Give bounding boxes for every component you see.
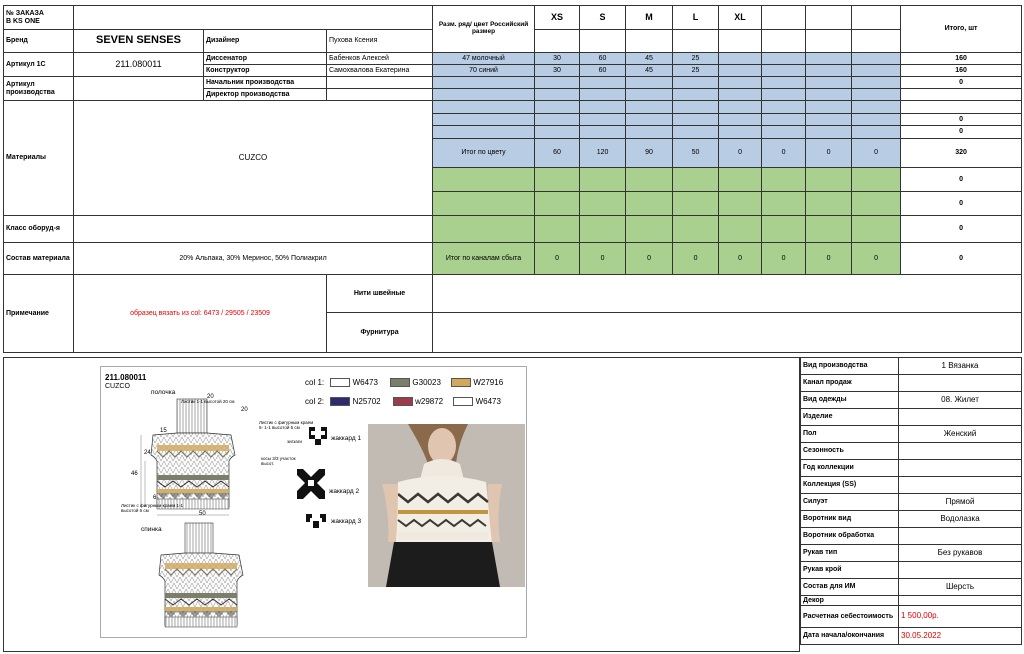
property-value[interactable]: Водолазка bbox=[899, 511, 1022, 528]
color-total-cell: 0 bbox=[719, 139, 762, 168]
jacquard3-icon bbox=[305, 513, 327, 529]
qty-cell[interactable]: 25 bbox=[673, 65, 719, 77]
note-label: Примечание bbox=[4, 275, 74, 353]
row-total: 0 bbox=[901, 114, 1022, 126]
property-row bbox=[801, 392, 1022, 409]
property-value[interactable]: 1 Вязанка bbox=[899, 358, 1022, 375]
swatch-icon bbox=[330, 378, 350, 387]
color-total-cell: 90 bbox=[626, 139, 673, 168]
property-row bbox=[801, 409, 1022, 426]
jacquard1-icon bbox=[307, 425, 329, 447]
property-label: Силуэт bbox=[801, 494, 899, 511]
row-total: 160 bbox=[901, 53, 1022, 65]
property-row bbox=[801, 375, 1022, 392]
property-value[interactable] bbox=[899, 562, 1022, 579]
qty-cell[interactable] bbox=[762, 65, 806, 77]
materials-label: Материалы bbox=[4, 101, 74, 216]
model-photo-icon bbox=[368, 424, 525, 587]
color-name-0: 47 молочный bbox=[433, 53, 535, 65]
threads-label: Нити швейные bbox=[327, 275, 433, 313]
staff-role-2: Конструктор bbox=[204, 65, 327, 77]
property-label: Сезонность bbox=[801, 443, 899, 460]
prod-article-value[interactable] bbox=[74, 77, 204, 101]
brand-label: Бренд bbox=[4, 30, 74, 53]
property-label: Воротник обработка bbox=[801, 528, 899, 545]
note-zigzag: зигзаги bbox=[287, 439, 302, 444]
jacquard1-label: жаккард 1 bbox=[331, 435, 362, 442]
row-total: 0 bbox=[901, 216, 1022, 243]
qty-cell[interactable] bbox=[852, 53, 901, 65]
color-total-sum: 320 bbox=[901, 139, 1022, 168]
dim-neck: 20 bbox=[241, 407, 248, 413]
row-total: 0 bbox=[901, 168, 1022, 192]
size-col-3: L bbox=[673, 6, 719, 30]
qty-cell[interactable] bbox=[719, 65, 762, 77]
sketch-code: 211.080011 bbox=[105, 373, 147, 382]
qty-cell[interactable]: 45 bbox=[626, 65, 673, 77]
size-col-1: S bbox=[580, 6, 626, 30]
equip-class-label: Класс оборуд-я bbox=[4, 216, 74, 243]
property-value[interactable] bbox=[899, 375, 1022, 392]
property-value[interactable]: 30.05.2022 bbox=[899, 628, 1022, 645]
staff-role-3: Начальник производства bbox=[204, 77, 327, 89]
note-armhole: Листик с фигурным краем 5- 1-1 высотой 5 см bbox=[259, 420, 314, 431]
channel-total-cell: 0 bbox=[719, 243, 762, 275]
property-label: Воротник вид bbox=[801, 511, 899, 528]
color-name-1: 70 синий bbox=[433, 65, 535, 77]
property-label: Вид производства bbox=[801, 358, 899, 375]
channel-total-cell: 0 bbox=[806, 243, 852, 275]
order-sheet-table bbox=[3, 5, 1022, 353]
col2-label: col 2: bbox=[305, 397, 325, 406]
qty-cell[interactable]: 30 bbox=[535, 53, 580, 65]
note-braid: косы 3/3 участок высот. bbox=[261, 456, 296, 467]
property-value[interactable]: 08. Жилет bbox=[899, 392, 1022, 409]
qty-cell[interactable]: 60 bbox=[580, 65, 626, 77]
property-value[interactable] bbox=[899, 477, 1022, 494]
row-total: 0 bbox=[901, 126, 1022, 139]
size-col-5 bbox=[762, 6, 806, 30]
col2-code-1: w29872 bbox=[415, 397, 444, 406]
swatch-icon bbox=[330, 397, 350, 406]
property-row bbox=[801, 628, 1022, 645]
color-total-cell: 0 bbox=[852, 139, 901, 168]
jacquard2-label: жаккард 2 bbox=[329, 488, 360, 495]
property-value[interactable]: Прямой bbox=[899, 494, 1022, 511]
fittings-value[interactable] bbox=[433, 313, 1022, 353]
channel-total-sum: 0 bbox=[901, 243, 1022, 275]
property-value[interactable]: 1 500,00р. bbox=[899, 606, 1022, 628]
channel-total-cell: 0 bbox=[852, 243, 901, 275]
color-total-cell: 50 bbox=[673, 139, 719, 168]
property-value[interactable]: Без рукавов bbox=[899, 545, 1022, 562]
order-number-value[interactable] bbox=[74, 6, 433, 30]
property-label: Вид одежды bbox=[801, 392, 899, 409]
color-total-label: Итог по цвету bbox=[433, 139, 535, 168]
swatch-icon bbox=[453, 397, 473, 406]
property-row bbox=[801, 460, 1022, 477]
qty-cell[interactable]: 30 bbox=[535, 65, 580, 77]
qty-cell[interactable] bbox=[806, 53, 852, 65]
property-row bbox=[801, 579, 1022, 596]
dim-50: 50 bbox=[199, 511, 206, 517]
property-label: Изделие bbox=[801, 409, 899, 426]
property-label: Состав для ИМ bbox=[801, 579, 899, 596]
staff-name-4[interactable] bbox=[327, 89, 433, 101]
materials-value[interactable]: CUZCO bbox=[74, 101, 433, 216]
property-row bbox=[801, 426, 1022, 443]
swatch-icon bbox=[393, 397, 413, 406]
order-number-label: № ЗАКАЗА В KS ONE bbox=[4, 6, 74, 30]
col1-legend bbox=[305, 378, 503, 387]
property-label: Декор bbox=[801, 596, 899, 606]
size-col-0: XS bbox=[535, 6, 580, 30]
sketch-card bbox=[100, 366, 527, 638]
qty-cell[interactable]: 60 bbox=[580, 53, 626, 65]
property-value[interactable] bbox=[899, 596, 1022, 606]
color-total-cell: 0 bbox=[806, 139, 852, 168]
property-row bbox=[801, 511, 1022, 528]
property-label: Коллекция (SS) bbox=[801, 477, 899, 494]
dim-24: 24 bbox=[144, 450, 151, 456]
channel-total-cell: 0 bbox=[626, 243, 673, 275]
qty-cell[interactable]: 25 bbox=[673, 53, 719, 65]
size-col-7 bbox=[852, 6, 901, 30]
property-value[interactable]: Женский bbox=[899, 426, 1022, 443]
row-total: 160 bbox=[901, 65, 1022, 77]
property-label: Дата начала/окончания bbox=[801, 628, 899, 645]
brand-value[interactable]: SEVEN SENSES bbox=[74, 30, 204, 53]
property-row bbox=[801, 528, 1022, 545]
dim-6: 6 bbox=[153, 495, 157, 501]
property-row bbox=[801, 596, 1022, 606]
staff-name-1[interactable]: Бабенков Алексей bbox=[327, 53, 433, 65]
row-total: 0 bbox=[901, 77, 1022, 89]
channel-total-label: Итог по каналам сбыта bbox=[433, 243, 535, 275]
property-value[interactable] bbox=[899, 528, 1022, 545]
front-label: полочка bbox=[151, 389, 176, 396]
property-row bbox=[801, 477, 1022, 494]
dim-top: 20 bbox=[207, 394, 214, 400]
row-total bbox=[901, 89, 1022, 101]
col2-code-0: N25702 bbox=[352, 397, 381, 406]
col1-code-2: W27916 bbox=[473, 378, 504, 387]
jacquard3-label: жаккард 3 bbox=[331, 518, 362, 525]
swatch-icon bbox=[451, 378, 471, 387]
composition-value[interactable]: 20% Альпака, 30% Меринос, 50% Полиакрил bbox=[74, 243, 433, 275]
sketch-name: CUZCO bbox=[105, 383, 130, 390]
staff-name-3[interactable] bbox=[327, 77, 433, 89]
property-label: Рукав крой bbox=[801, 562, 899, 579]
property-value[interactable] bbox=[899, 460, 1022, 477]
equip-class-value[interactable] bbox=[74, 216, 433, 243]
dim-15: 15 bbox=[160, 428, 167, 434]
col2-legend bbox=[305, 397, 501, 406]
qty-cell[interactable] bbox=[762, 53, 806, 65]
qty-cell[interactable] bbox=[852, 65, 901, 77]
property-row bbox=[801, 562, 1022, 579]
property-label: Канал продаж bbox=[801, 375, 899, 392]
threads-value[interactable] bbox=[433, 275, 1022, 313]
note-collar: Листик 1-1 высотой 20 см bbox=[181, 399, 235, 404]
property-row bbox=[801, 494, 1022, 511]
size-row-label: Разм. ряд/ цвет Российский размер bbox=[433, 6, 535, 53]
composition-label: Состав материала bbox=[4, 243, 74, 275]
channel-total-cell: 0 bbox=[535, 243, 580, 275]
staff-role-1: Диссенатор bbox=[204, 53, 327, 65]
size-col-4: XL bbox=[719, 6, 762, 30]
property-row bbox=[801, 606, 1022, 628]
col1-label: col 1: bbox=[305, 378, 325, 387]
property-value[interactable] bbox=[899, 443, 1022, 460]
col1-code-0: W6473 bbox=[352, 378, 378, 387]
note-hem: Листик с фигурным краем 1-1 высотой 6 см bbox=[121, 503, 183, 514]
col1-code-1: G30023 bbox=[412, 378, 441, 387]
col2-code-2: W6473 bbox=[475, 397, 501, 406]
staff-name-2[interactable]: Самохвалова Екатерина bbox=[327, 65, 433, 77]
property-label: Год коллекции bbox=[801, 460, 899, 477]
channel-total-cell: 0 bbox=[762, 243, 806, 275]
property-value[interactable]: Шерсть bbox=[899, 579, 1022, 596]
jacquard2-icon bbox=[295, 467, 327, 501]
qty-cell[interactable] bbox=[719, 53, 762, 65]
property-label: Пол bbox=[801, 426, 899, 443]
swatch-icon bbox=[390, 378, 410, 387]
dim-46: 46 bbox=[131, 471, 138, 477]
channel-total-cell: 0 bbox=[580, 243, 626, 275]
size-col-6 bbox=[806, 6, 852, 30]
row-total: 0 bbox=[901, 192, 1022, 216]
prod-article-label: Артикул производства bbox=[4, 77, 74, 101]
size-col-2: M bbox=[626, 6, 673, 30]
property-row bbox=[801, 443, 1022, 460]
property-row bbox=[801, 545, 1022, 562]
channel-total-cell: 0 bbox=[673, 243, 719, 275]
staff-role-4: Директор производства bbox=[204, 89, 327, 101]
properties-table bbox=[800, 357, 1022, 645]
property-label: Рукав тип bbox=[801, 545, 899, 562]
fittings-label: Фурнитура bbox=[327, 313, 433, 353]
total-header: Итого, шт bbox=[901, 6, 1022, 53]
note-value[interactable]: образец вязать из col: 6473 / 29505 / 23509 bbox=[74, 275, 327, 353]
property-row bbox=[801, 358, 1022, 375]
staff-name-0[interactable]: Пухова Ксения bbox=[327, 30, 433, 53]
color-total-cell: 60 bbox=[535, 139, 580, 168]
color-total-cell: 120 bbox=[580, 139, 626, 168]
back-label: спинка bbox=[141, 526, 162, 533]
color-total-cell: 0 bbox=[762, 139, 806, 168]
back-sketch-icon bbox=[147, 517, 257, 637]
article-1c-label: Артикул 1С bbox=[4, 53, 74, 77]
property-value[interactable] bbox=[899, 409, 1022, 426]
article-1c-value[interactable]: 211.080011 bbox=[74, 53, 204, 77]
qty-cell[interactable]: 45 bbox=[626, 53, 673, 65]
staff-role-0: Дизайнер bbox=[204, 30, 327, 53]
qty-cell[interactable] bbox=[806, 65, 852, 77]
property-label: Расчетная себестоимость bbox=[801, 606, 899, 628]
